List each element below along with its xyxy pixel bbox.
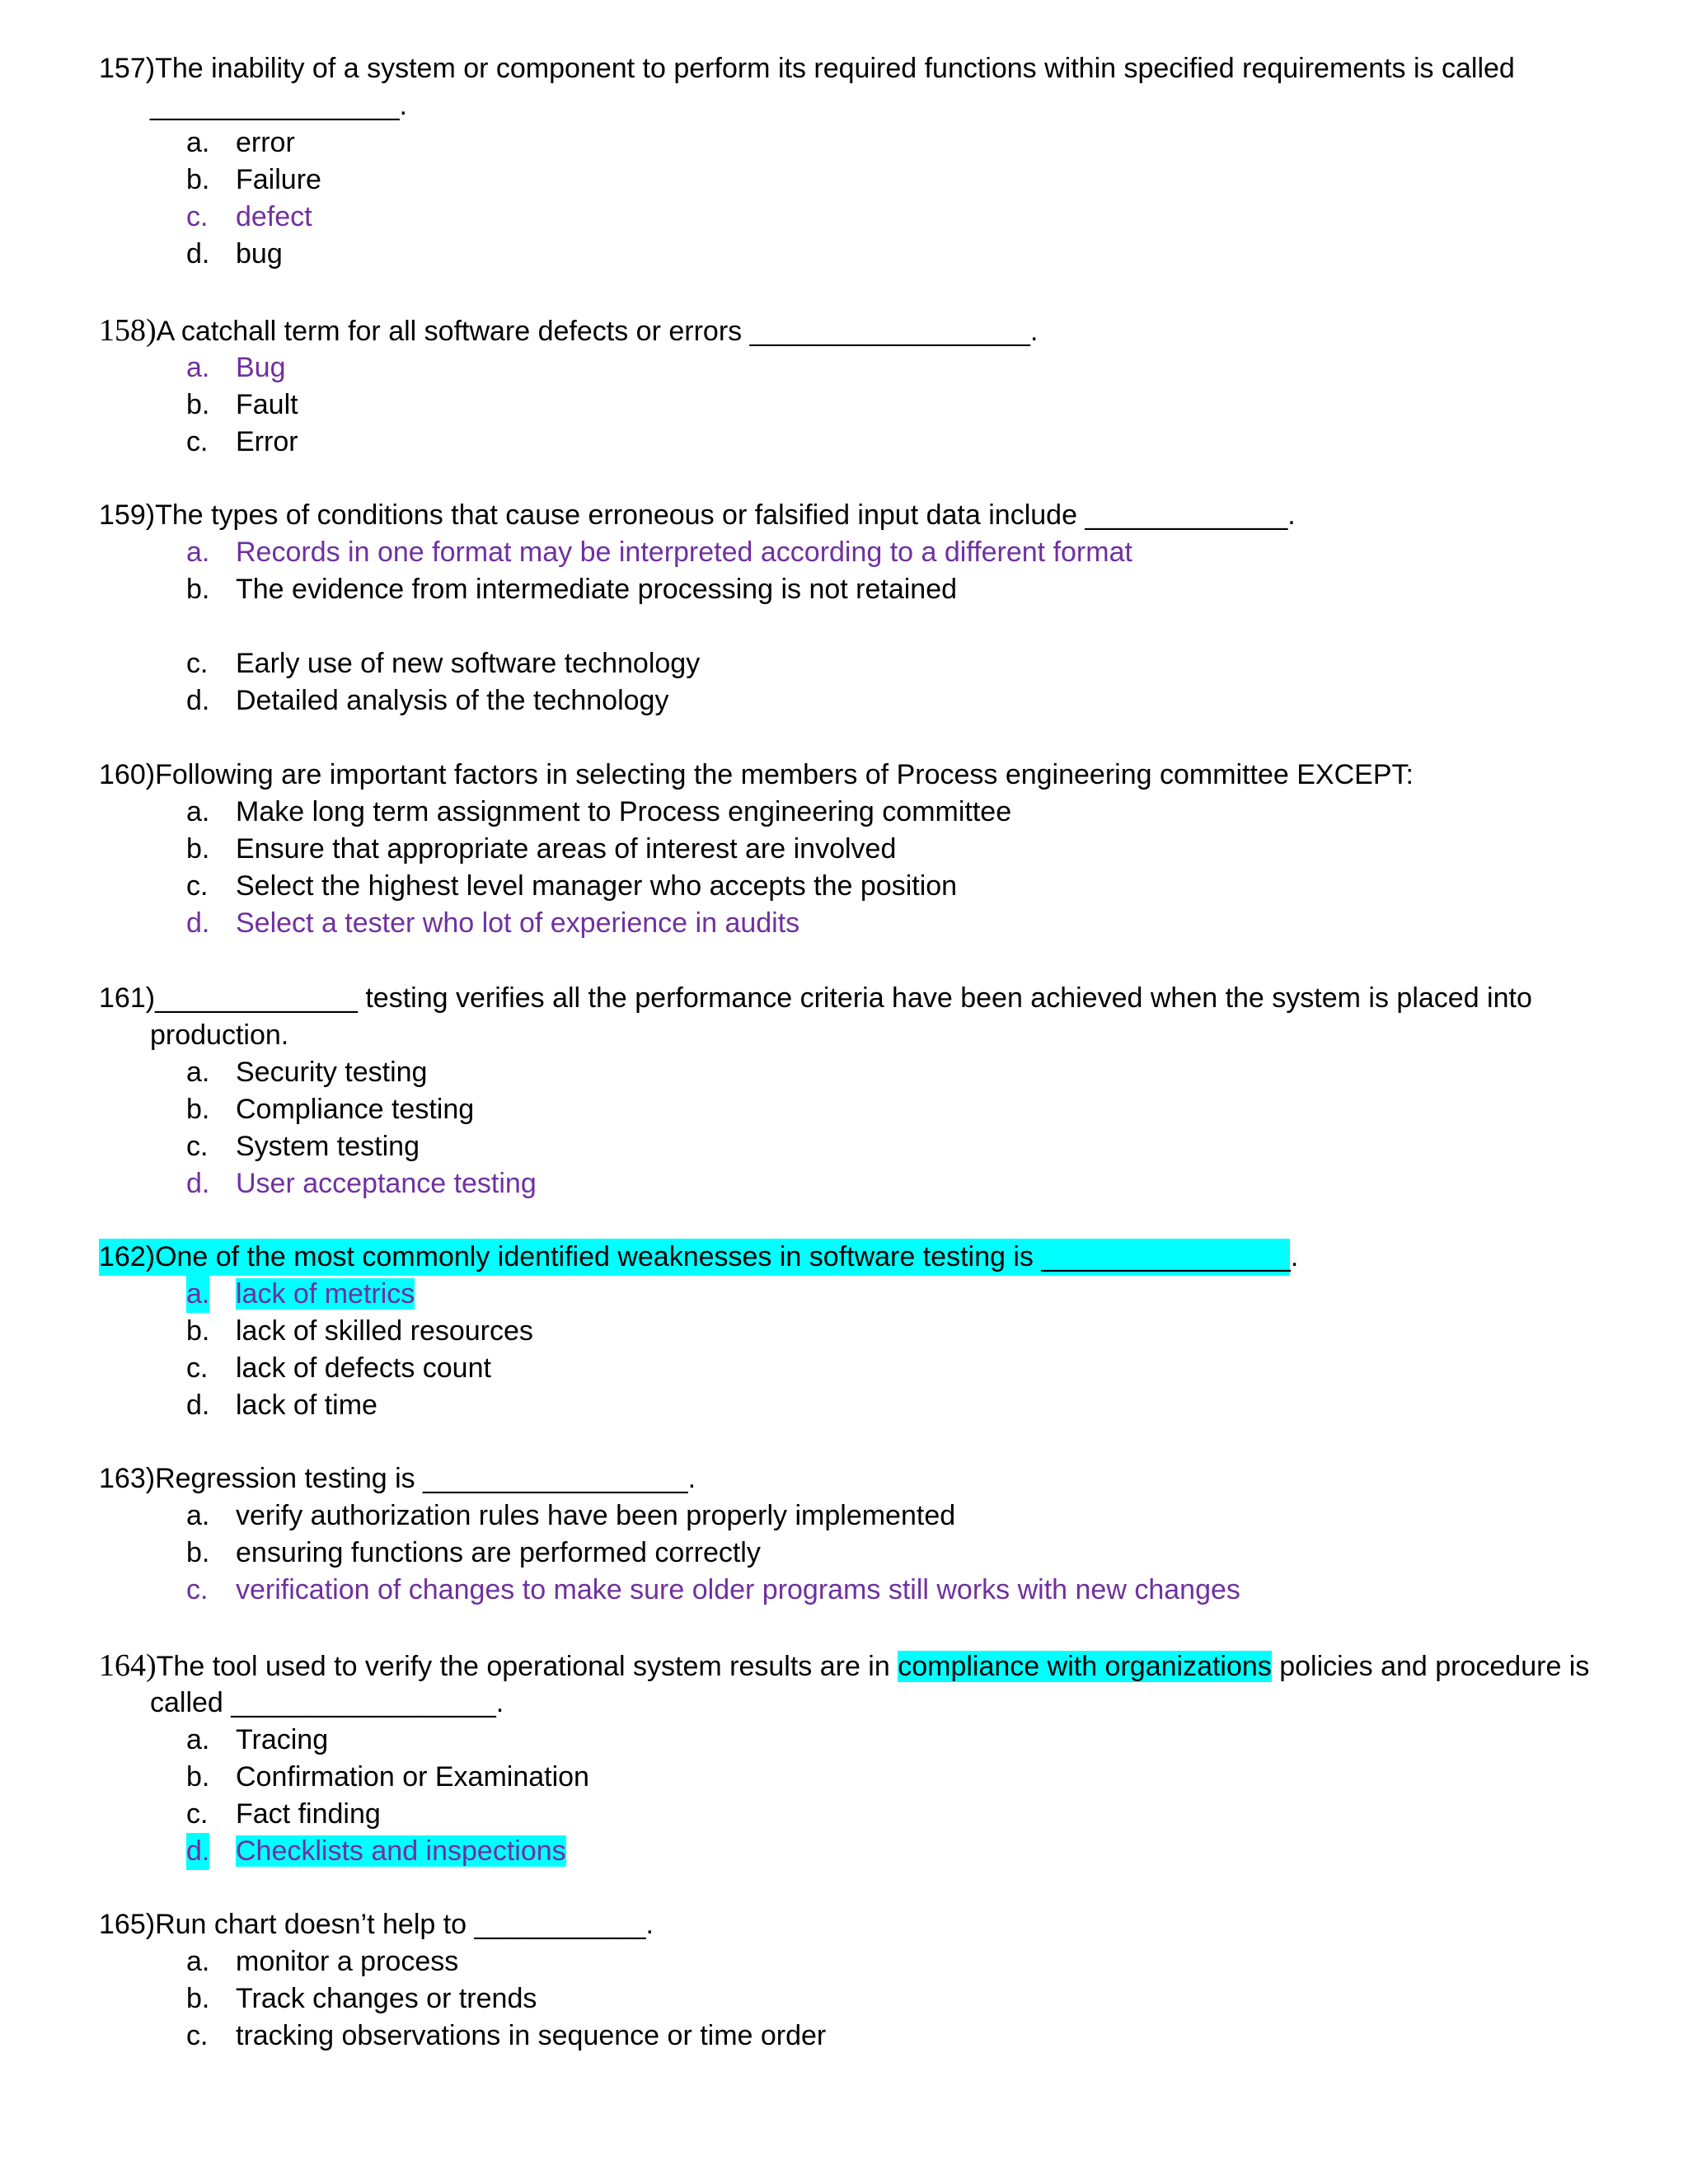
option-158-b xyxy=(186,387,298,424)
option-text: Confirmation or Examination xyxy=(236,1761,589,1793)
option-162-c xyxy=(186,1350,491,1387)
question-text: testing verifies all the performance criteria have been achieved when the system is placed into xyxy=(357,982,1532,1014)
option-160-b xyxy=(186,831,896,868)
question-158-stem xyxy=(99,312,1038,350)
question-blank: ________________. xyxy=(1041,1241,1299,1272)
question-159-stem xyxy=(99,497,1296,534)
option-text: Records in one format may be interpreted according to a different format xyxy=(236,537,1132,568)
option-text: lack of defects count xyxy=(236,1352,491,1384)
highlighted-phrase: compliance with organizations xyxy=(898,1651,1272,1682)
option-letter: d. xyxy=(186,238,210,269)
question-number: 161) xyxy=(99,982,156,1014)
option-letter: c. xyxy=(186,1131,209,1162)
option-text: Failure xyxy=(236,164,321,195)
question-text: The tool used to verify the operational system results are in xyxy=(156,1651,898,1682)
option-text: Track changes or trends xyxy=(236,1983,537,2014)
option-164-a xyxy=(186,1722,328,1759)
option-letter: b. xyxy=(186,1315,210,1347)
question-blank: _____________ xyxy=(155,982,358,1014)
option-text: Fault xyxy=(236,389,298,420)
question-text: The types of conditions that cause erroneous or falsified input data include xyxy=(155,499,1077,531)
option-letter: c. xyxy=(186,426,209,457)
option-162-b xyxy=(186,1313,533,1350)
option-163-a xyxy=(186,1497,955,1535)
question-text: One of the most commonly identified weaknesses in software testing is xyxy=(155,1241,1034,1272)
option-157-a xyxy=(186,124,295,162)
question-161-continuation: production. xyxy=(150,1019,289,1051)
option-162-a-answer xyxy=(186,1276,415,1313)
option-text: Select the highest level manager who accepts the position xyxy=(236,870,958,902)
question-number: 163) xyxy=(99,1463,156,1494)
option-164-c xyxy=(186,1796,381,1833)
option-164-b xyxy=(186,1759,589,1796)
question-157-blank: ________________. xyxy=(150,90,407,121)
option-163-b xyxy=(186,1535,761,1572)
option-text: lack of metrics xyxy=(236,1278,415,1310)
question-text: Regression testing is xyxy=(155,1463,415,1494)
option-text: lack of time xyxy=(236,1390,377,1421)
option-text: Checklists and inspections xyxy=(236,1835,566,1867)
question-text: A catchall term for all software defects or errors xyxy=(156,316,743,347)
option-text: error xyxy=(236,127,295,158)
option-letter: c. xyxy=(186,1352,209,1384)
option-letter: a. xyxy=(186,1500,210,1531)
option-letter: b. xyxy=(186,833,210,865)
question-text-cont: called xyxy=(150,1687,223,1718)
option-164-d-answer xyxy=(186,1833,566,1870)
question-blank: _____________. xyxy=(1085,499,1296,531)
option-text: Bug xyxy=(236,352,286,383)
question-text: Following are important factors in selecting the members of Process engineering committee EXCEPT: xyxy=(155,759,1414,790)
option-letter: c. xyxy=(186,201,209,232)
option-text: Ensure that appropriate areas of interest are involved xyxy=(236,833,897,865)
option-161-c xyxy=(186,1128,420,1165)
option-letter: a. xyxy=(186,1057,210,1088)
option-text: verify authorization rules have been properly implemented xyxy=(236,1500,956,1531)
question-162-stem xyxy=(99,1239,1298,1276)
question-blank: _________________. xyxy=(231,1687,504,1718)
question-blank: _________________. xyxy=(423,1463,696,1494)
option-letter: a. xyxy=(186,1276,209,1313)
option-text: lack of skilled resources xyxy=(236,1315,533,1347)
question-164-stem xyxy=(99,1647,1589,1685)
option-163-c-answer xyxy=(186,1572,1240,1609)
option-letter: a. xyxy=(186,1724,210,1755)
option-text: Early use of new software technology xyxy=(236,648,701,679)
question-number: 164) xyxy=(99,1648,157,1683)
question-number: 157) xyxy=(99,53,156,84)
question-165-stem xyxy=(99,1906,654,1943)
question-text-after: policies and procedure is xyxy=(1271,1651,1590,1682)
option-text: Tracing xyxy=(236,1724,329,1755)
option-158-c xyxy=(186,424,298,461)
option-letter: d. xyxy=(186,907,210,939)
option-160-a xyxy=(186,794,1011,831)
option-letter: b. xyxy=(186,1094,210,1125)
option-text: Error xyxy=(236,426,298,457)
question-blank: __________________. xyxy=(749,316,1039,347)
option-letter: b. xyxy=(186,164,210,195)
option-text: Select a tester who lot of experience in audits xyxy=(236,907,800,939)
option-text: Security testing xyxy=(236,1057,428,1088)
question-164-continuation xyxy=(150,1685,504,1722)
option-letter: b. xyxy=(186,1761,210,1793)
option-160-d-answer xyxy=(186,905,799,942)
option-letter: c. xyxy=(186,648,209,679)
option-letter: a. xyxy=(186,127,210,158)
question-163-stem xyxy=(99,1460,696,1497)
option-text: Fact finding xyxy=(236,1798,381,1830)
option-165-c xyxy=(186,2018,826,2055)
option-letter: b. xyxy=(186,1537,210,1568)
option-text: monitor a process xyxy=(236,1946,459,1977)
option-157-d xyxy=(186,236,283,273)
question-blank: ___________. xyxy=(474,1909,654,1940)
question-number: 159) xyxy=(99,499,156,531)
option-158-a-answer xyxy=(186,349,286,387)
option-letter: d. xyxy=(186,1168,210,1199)
option-159-d xyxy=(186,682,668,719)
option-text: bug xyxy=(236,238,283,269)
option-letter: b. xyxy=(186,389,210,420)
question-161-stem xyxy=(99,980,1532,1017)
option-text: The evidence from intermediate processing is not retained xyxy=(236,574,958,605)
option-letter: d. xyxy=(186,1833,209,1870)
option-letter: c. xyxy=(186,1798,209,1830)
question-number: 162) xyxy=(99,1241,156,1272)
option-text: tracking observations in sequence or time order xyxy=(236,2020,827,2051)
option-letter: d. xyxy=(186,1390,210,1421)
option-text: verification of changes to make sure older programs still works with new changes xyxy=(236,1574,1240,1605)
question-number: 160) xyxy=(99,759,156,790)
option-161-d-answer xyxy=(186,1165,537,1202)
option-161-b xyxy=(186,1091,474,1128)
option-157-b xyxy=(186,162,321,199)
option-159-a-answer xyxy=(186,534,1132,571)
question-number: 158) xyxy=(99,313,157,348)
option-text: ensuring functions are performed correctly xyxy=(236,1537,761,1568)
option-165-a xyxy=(186,1943,458,1980)
option-letter: c. xyxy=(186,1574,209,1605)
option-letter: a. xyxy=(186,352,210,383)
question-number: 165) xyxy=(99,1909,156,1940)
option-letter: c. xyxy=(186,870,209,902)
option-159-b xyxy=(186,571,957,608)
option-161-a xyxy=(186,1054,427,1091)
option-159-c xyxy=(186,645,700,682)
option-text: defect xyxy=(236,201,312,232)
option-165-b xyxy=(186,1980,537,2018)
option-text: Detailed analysis of the technology xyxy=(236,685,669,716)
option-letter: c. xyxy=(186,2020,209,2051)
option-text: User acceptance testing xyxy=(236,1168,537,1199)
option-text: System testing xyxy=(236,1131,420,1162)
question-text: The inability of a system or component to perform its required functions within specified requirements is called xyxy=(155,53,1515,84)
option-letter: d. xyxy=(186,685,210,716)
option-160-c xyxy=(186,868,957,905)
option-162-d xyxy=(186,1387,377,1424)
option-letter: a. xyxy=(186,1946,210,1977)
option-letter: b. xyxy=(186,1983,210,2014)
option-text: Compliance testing xyxy=(236,1094,475,1125)
question-157-stem xyxy=(99,50,1515,87)
option-letter: a. xyxy=(186,796,210,827)
question-text: Run chart doesn’t help to xyxy=(155,1909,467,1940)
option-letter: b. xyxy=(186,574,210,605)
option-letter: a. xyxy=(186,537,210,568)
question-160-stem xyxy=(99,757,1414,794)
option-text: Make long term assignment to Process engineering committee xyxy=(236,796,1012,827)
option-157-c-answer xyxy=(186,199,312,236)
